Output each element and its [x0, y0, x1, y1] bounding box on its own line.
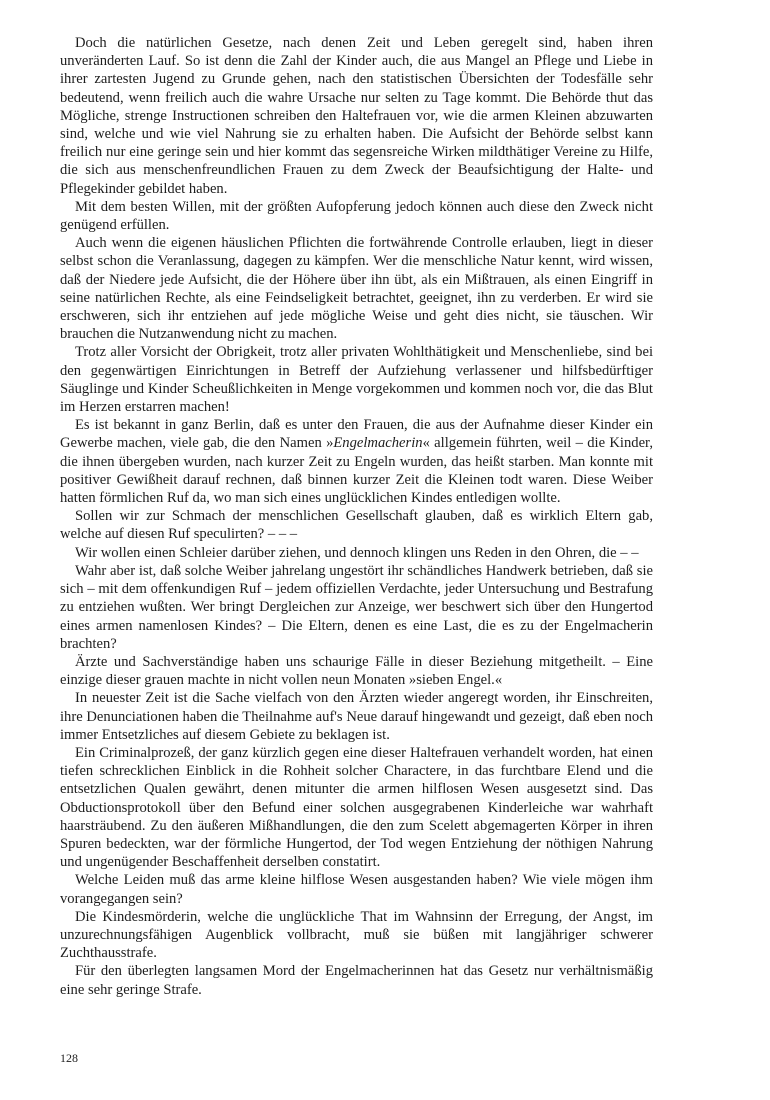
paragraph-9: Ärzte und Sachverständige haben uns schaurige Fälle in dieser Beziehung mitgetheilt. – Eine einzige dieser grauen machte in nicht vollen neun Monaten »sieben Engel.«: [60, 653, 653, 689]
paragraph-12: Welche Leiden muß das arme kleine hilflose Wesen ausgestanden haben? Wie viele mögen ihm vorangegangen sein?: [60, 872, 653, 907]
paragraph-5-text-after: « allgemein führten, weil – die Kinder, die ihnen übergeben wurden, nach kurzer Zeit zu Engeln wurden, das heißt starben. Man konnte mit positiver Gewißheit darauf rechnen, daß binnen kurzer Zeit die Kleinen todt waren. Diese Weiber hatten förmlichen Ruf da, wo man sich eines unglücklichen Kindes entledigen wollte.: [60, 435, 653, 507]
paragraph-1: Doch die natürlichen Gesetze, nach denen Zeit und Leben geregelt sind, haben ihren unveränderten Lauf. So ist denn die Zahl der Kinder auch, die aus Mangel an Pflege und Liebe in ihrer zartesten Jugend zu Grunde gehen, nach den statistischen Übersichten der Todesfälle sehr bedeutend, wenn freilich auch die wahre Ursache nur selten zu Tage kommt. Die Behörde thut das Mögliche, strenge Instructionen schreiben den Haltefrauen vor, wie die armen Kleinen abzuwarten sind, welche und wie viel Nahrung sie zu erhalten haben. Die Aufsicht der Behörde selbst kann freilich nur eine geringe sein und hier kommt das segensreiche Wirken mildthätiger Vereine zu Hilfe, die sich aus menschenfreundlichen Frauen zu dem Zweck der Beaufsichtigung der Halte- und Pflegekinder gebildet haben.: [60, 35, 653, 197]
page-body: [60, 34, 653, 999]
paragraph-10: In neuester Zeit ist die Sache vielfach von den Ärzten wieder angeregt worden, ihr Einschreiten, ihre Denunciationen haben die Theilnahme auf's Neue darauf hingewandt und gezeigt, daß eben noch immer Entsetzliches auf diesem Gebiete zu beklagen ist.: [60, 690, 653, 743]
paragraph-5: [60, 416, 653, 507]
paragraph-4: Trotz aller Vorsicht der Obrigkeit, trotz aller privaten Wohlthätigkeit und Menschenliebe, sind bei den gegenwärtigen Einrichtungen in Betreff der Aufziehung verlassener und hilfsbedürftiger Säuglinge und Kinder Scheußlichkeiten in Menge vorgekommen und kommen noch vor, die das Blut im Herzen erstarren machen!: [60, 344, 653, 416]
paragraph-6: Sollen wir zur Schmach der menschlichen Gesellschaft glauben, daß es wirklich Eltern gab, welche auf diesen Ruf speculirten? – – –: [60, 508, 653, 543]
paragraph-8: Wahr aber ist, daß solche Weiber jahrelang ungestört ihr schändliches Handwerk betrieben, daß sie sich – mit dem offenkundigen Ruf – jedem offiziellen Verdachte, jeder Untersuchung und Bestrafung zu entziehen wußten. Wer bringt Dergleichen zur Anzeige, wer beschwert sich über den Hungertod eines armen namenlosen Kindes? – Die Eltern, denen es eine Last, die es zu der Engelmacherin brachten?: [60, 562, 653, 652]
paragraph-5-emphasis: Engelmacherin: [333, 435, 423, 452]
paragraph-3: Auch wenn die eigenen häuslichen Pflichten die fortwährende Controlle erlauben, liegt in dieser selbst schon die Veranlassung, dagegen zu kämpfen. Wer die menschliche Natur kennt, wird wissen, daß der Niedere jede Aufsicht, die der Höhere über ihn übt, als ein Mißtrauen, als einen Eingriff in seine natürlichen Rechte, als eine Feindseligkeit betrachtet, geeignet, ihn zu verderben. Er wird sie erschweren, sich ihr entziehen auf jede mögliche Weise und geht dies nicht, sie täuschen. Wir brauchen die Nutzanwendung nicht zu machen.: [60, 235, 653, 343]
paragraph-11: Ein Criminalprozeß, der ganz kürzlich gegen eine dieser Haltefrauen verhandelt worden, hat einen tiefen schrecklichen Einblick in die Rohheit solcher Charactere, in das furchtbare Elend und die entsetzlichen Qualen gewährt, denen mitunter die armen hilflosen Wesen ausgesetzt sind. Das Obductionsprotokoll über den Befund einer solchen ausgegrabenen Kinderleiche war wahrhaft haarsträubend. Zu den äußeren Mißhandlungen, die den zum Scelett abgemagerten Körper in ihren Spuren bedeckten, war der förmliche Hungertod, der Tod wegen Entziehung der nöthigen Nahrung und ungenügender Beschaffenheit derselben constatirt.: [60, 744, 653, 871]
paragraph-14: Für den überlegten langsamen Mord der Engelmacherinnen hat das Gesetz nur verhältnismäßig eine sehr geringe Strafe.: [60, 963, 653, 998]
paragraph-5-text-before: Es ist bekannt in ganz Berlin, daß es unter den Frauen, die aus der Aufnahme dieser Kinder ein Gewerbe machen, viele gab, die den Namen »: [60, 417, 653, 452]
paragraph-7: Wir wollen einen Schleier darüber ziehen, und dennoch klingen uns Reden in den Ohren, die – –: [75, 544, 639, 561]
page-number: 128: [60, 1051, 78, 1065]
paragraph-13: Die Kindesmörderin, welche die unglückliche That im Wahnsinn der Erregung, der Angst, im unzurechnungsfähigen Augenblick vollbracht, muß sie büßen mit langjähriger schwerer Zuchthausstrafe.: [60, 908, 653, 962]
paragraph-2: Mit dem besten Willen, mit der größten Aufopferung jedoch können auch diese den Zweck nicht genügend erfüllen.: [60, 198, 653, 234]
